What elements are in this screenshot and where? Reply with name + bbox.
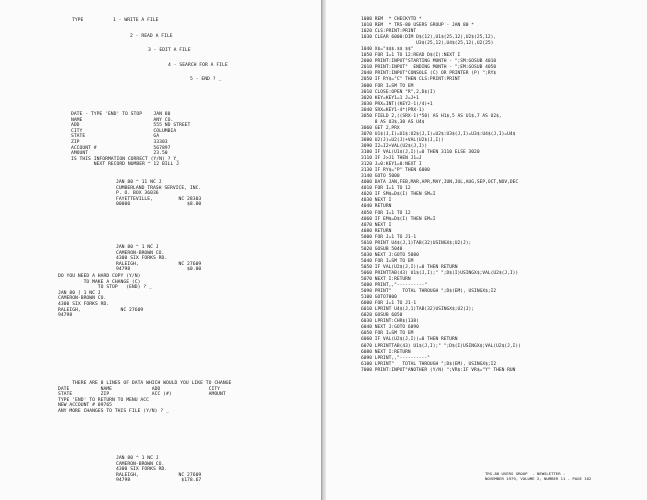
menu-item-5: 5 - END ? _ xyxy=(190,77,222,82)
code-line: 3000 FOR I=SM TO EM xyxy=(361,83,414,89)
record-block-3: JAN 80 ^ 1 NC J CAMERON-BROWN CO. 4300 SIX FORKS RD. RALEIGH, NC 27609 94798 $178.67 xyxy=(116,456,202,484)
code-line: 6070 LPRINTTAB(43) U1$(J,I);" ";D$(I)USINGX$;VAL(U2$(J,I)) xyxy=(361,343,521,349)
code-line: 5060 PRINTTAB(43) U1$(J,I);" ";D$(I)USINGX$;VAL(U2$(J,I)) xyxy=(361,270,519,276)
code-line: 4020 IF SM$=D$(I) THEN SM=I xyxy=(361,192,436,198)
page-footer xyxy=(485,471,591,481)
code-line: 5070 NEXT I:RETURN xyxy=(361,277,411,283)
code-line: 6040 NEXT J:GOTO 6090 xyxy=(361,325,419,331)
code-line: 4000 DATA JAN,FEB,MAR,APR,MAY,JUN,JUL,AUG,SEP,OCT,NOV,DEC xyxy=(361,180,519,186)
code-line: 6060 IF VAL(U2$(J,I))=0 THEN RETURN xyxy=(361,337,458,343)
left-page xyxy=(0,0,322,500)
menu-item-2: 2 - READ A FILE xyxy=(130,34,173,39)
menu-item-3: 3 - EDIT A FILE xyxy=(148,48,191,53)
code-line: 5040 FOR I=SM TO EM xyxy=(361,258,414,264)
code-line: 2040 PRINT:INPUT"CONSOLE (C) OR PRINTER (P) ";RY$ xyxy=(361,71,497,77)
code-line: U3$(25,12),U4$(25,12),U2(25) xyxy=(361,41,494,47)
code-line: 5050 IF VAL(U2$(J,I))=0 THEN RETURN xyxy=(361,264,458,270)
code-line: 6080 NEXT I:RETURN xyxy=(361,349,411,355)
code-line: 1000 REM * CHECKYTD * xyxy=(361,17,422,22)
code-line: 3010 CLOSE:OPEN "R",2,D$(I) xyxy=(361,89,436,95)
code-line: 6100 LPRINT" TOTAL THROUGH ";D$(EM), USINGX$;I2 xyxy=(361,361,497,367)
code-line: 3100 IF VAL(U1$(J,I))=0 THEN 3110 ELSE 3020 xyxy=(361,150,480,156)
code-listing xyxy=(361,17,521,374)
code-line: 4040 RETURN xyxy=(361,204,392,210)
code-line: 6090 LPRINT,,"----------" xyxy=(361,355,430,361)
code-line: 3120 J=0:KEY1=0:NEXT I xyxy=(361,162,422,168)
code-line: 3020 KEY=KEY1=1 J=J+1 xyxy=(361,95,419,101)
record-block-2: JAN 80 ^ 1 NC J CAMERON-BROWN CO. 4300 SIX FORKS RD. RALEIGH, NC 27609 94798 $0.00 xyxy=(116,245,202,273)
code-line: 1040 X$="$$$.$$ $$" xyxy=(361,47,414,53)
footer-line: NOVEMBER 1979, VOLUME 2, NUMBER 11 - PAGE 102 xyxy=(485,476,592,482)
code-line: 3070 U1$(J,I)=U1$:U2$(J,I)=U2$:U3$(J,I)=U3$:U4$(J,I)=U4$ xyxy=(361,131,516,137)
code-line: 4070 NEXT I xyxy=(361,222,392,228)
code-line: 7000 PRINT:INPUT"ANOTHER (Y/N) ";VR$:IF VR$="Y" THEN RUN xyxy=(361,367,516,373)
code-line: 5080 PRINT,,"----------" xyxy=(361,283,428,289)
code-line: 5090 PRINT" TOTAL THROUGH ";D$(EM), USINGX$;I2 xyxy=(361,289,497,295)
code-line: 3080 U2(J)=U2(J)+VAL(U2$(J,I)) xyxy=(361,137,444,143)
code-line: 3050 FIELD 2,((SRX-1)*50) AS H1$,5 AS U1$,7 AS U2$, xyxy=(361,113,502,119)
menu-item-4: 4 - SEARCH FOR A FILE xyxy=(168,63,228,68)
type-label: TYPE xyxy=(72,18,84,23)
code-line: 4010 FOR I=1 TO 12 xyxy=(361,186,411,192)
code-line: 3090 I2=I2+VAL(U2$(J,I)) xyxy=(361,143,428,149)
hard-copy-prompt: DO YOU NEED A HARD COPY (Y/N) TO MAKE A CHANGE (C) TO STOP (END) ? _ JAN 80 [ 1 NC J CAMERON-BROWN CO. 4300 SIX FORKS RD. RALEIGH, NC 27609 94798 xyxy=(58,274,152,319)
code-line: 1020 CLS:PRINT:PRINT xyxy=(361,29,417,35)
code-line: 8 AS U3$,30 AS U4$ xyxy=(361,119,425,125)
code-line: 4080 RETURN xyxy=(361,228,392,234)
change-prompt: THERE ARE 8 LINES OF DATA WHICH WOULD YOU LIKE TO CHANGE DATE NAME ADD CITY STATE ZIP ACC (#) AMOUNT TYPE 'END' TO RETURN TO MENU ACC NEW ACCOUNT # 09765 ANY MORE CHANGES TO THIS FILE (Y/N) ? _ xyxy=(58,381,232,414)
code-line: 3030 PRX=INT((KEY2-1)/4)+1 xyxy=(361,101,433,107)
code-line: 4050 FOR I=1 TO 12 xyxy=(361,210,411,216)
code-line: 6020 GOSUB 6050 xyxy=(361,313,403,319)
code-line: 3040 SRX=KEY1-4*(PRX-1) xyxy=(361,107,425,113)
code-line: 5010 PRINT U4$(J,1)TAB(32)USINGX$;U2(J); xyxy=(361,240,472,246)
code-line: 5020 GOSUB 5040 xyxy=(361,246,403,252)
code-line: 6030 LPRINT:CHR$(138) xyxy=(361,319,419,325)
entry-form: DATE - TYPE 'END' TO STOP JAN 80 NAME ANY CO. ADD 555 ND STREET CITY COLUMBIA STATE GA ZIP 33303 ACCOUNT # 567897 AMOUNT 23.50 IS THIS INFORMATION CORRECT (Y/N) ? Y_ NEXT RECORD NUMBER ^ 12 BILL J xyxy=(71,112,191,168)
code-line: 3110 IF J>J1 THEN J1=J xyxy=(361,156,422,162)
record-block-1: JAN 80 ^ 11 NC J CUMBERLAND TRASH SERVICE, INC. P. O. BOX 36036 FAYETTEVILLE, NC 28303 00000 $8.00 xyxy=(116,180,202,208)
code-line: 3140 GOTO 5000 xyxy=(361,174,400,180)
code-line: 5100 GOTO7000 xyxy=(361,295,397,301)
code-line: 1010 REM * TRS-80 USERS GROUP - JAN 80 * xyxy=(361,23,475,29)
code-line: 5000 FOR J=1 TO J1-1 xyxy=(361,234,417,240)
code-line: 5030 NEXT J:GOTO 5080 xyxy=(361,252,419,258)
code-line: 1030 CLEAR 6000:DIM D$(12),U1$(25,12),U2$(25,12), xyxy=(361,35,497,41)
menu-type-label xyxy=(72,18,83,24)
code-line: 1050 FOR I=1 TO 12:READ D$(I):NEXT I xyxy=(361,53,461,59)
code-line: 4060 IF EM$=D$(I) THEN EM=I xyxy=(361,216,436,222)
code-line: 2010 PRINT:INPUT" ENDING MONTH - ";EM:GOSUB 4050 xyxy=(361,65,497,71)
code-line: 6010 LPRINT U4$(J,1)TAB(32)USINGX$;U2(J); xyxy=(361,307,475,313)
code-line: 2050 IF RY$="C" THEN CLS:PRINT:PRINT xyxy=(361,77,461,83)
code-line: 6050 FOR I=SM TO EM xyxy=(361,331,414,337)
code-line: 2000 PRINT:INPUT"STARTING MONTH - ";SM:GOSUB 4010 xyxy=(361,59,497,65)
footer-line: TRS-80 USERS GROUP - NEWSLETTER - xyxy=(485,471,566,476)
code-line: 3060 GET 2,PRX xyxy=(361,125,400,131)
menu-item-1: 1 - WRITE A FILE xyxy=(113,18,159,23)
right-page xyxy=(326,0,647,500)
code-line: 6000 FOR J=1 TO J1-1 xyxy=(361,301,417,307)
code-line: 3130 IF RY$="P" THEN 6000 xyxy=(361,168,430,174)
code-line: 4030 NEXT I xyxy=(361,198,392,204)
